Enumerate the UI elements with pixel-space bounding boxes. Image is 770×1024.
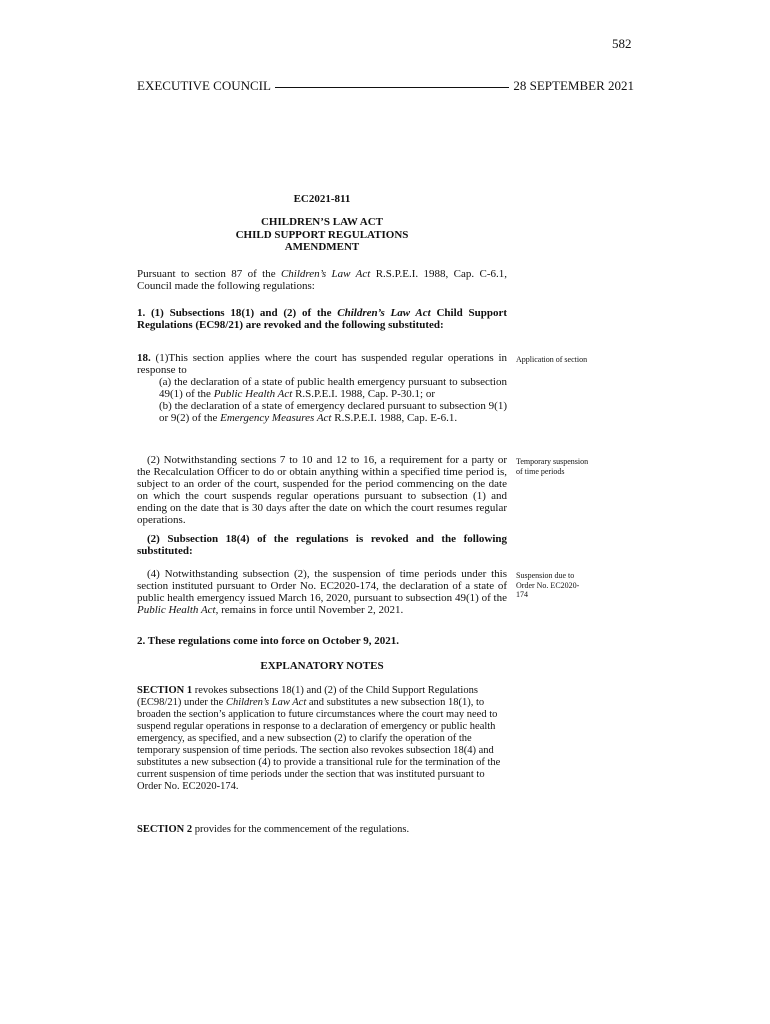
preamble-text: Pursuant to section 87 of the bbox=[137, 268, 281, 280]
clause-a bbox=[137, 376, 507, 400]
explanatory-heading: EXPLANATORY NOTES bbox=[260, 660, 384, 672]
s1-heading-text: 1. (1) Subsections 18(1) and (2) of the bbox=[137, 307, 338, 319]
clause-b-text: (b) the declaration of a state of emergency declared pursuant to subsection 9(1) or 9(2) of the bbox=[159, 400, 507, 424]
explanatory-section-1 bbox=[137, 685, 507, 793]
margin-note-application: Application of section bbox=[516, 355, 588, 364]
explanatory-section-2-label: SECTION 2 bbox=[137, 824, 193, 835]
explanatory-section-1-label: SECTION 1 bbox=[137, 685, 193, 696]
title-line-3: AMENDMENT bbox=[284, 241, 360, 253]
document-title bbox=[137, 216, 507, 254]
section-18-4-act: Public Health Act bbox=[137, 604, 216, 616]
page-header bbox=[137, 78, 634, 94]
explanatory-section-1-act: Children’s Law Act bbox=[225, 697, 307, 708]
clause-a-text: (a) the declaration of a state of public health emergency pursuant to subsection 49(1) of the bbox=[159, 376, 507, 400]
explanatory-section-2 bbox=[137, 824, 507, 836]
section-18-4-text: (4) Notwithstanding subsection (2), the suspension of time periods under this section instituted pursuant to Order No. EC2020-174, the declaration of a state of public health emergency issued March 16, 2020, pursuant to subsection 49(1) of the bbox=[137, 568, 507, 604]
section-18-4-text-end: , remains in force until November 2, 2021. bbox=[215, 604, 404, 616]
section-18-4 bbox=[137, 568, 507, 616]
section-18-number: 18. bbox=[137, 352, 151, 364]
margin-note-temporary: Temporary suspension of time periods bbox=[516, 457, 589, 476]
preamble-act: Children’s Law Act bbox=[280, 268, 371, 280]
clause-b bbox=[137, 400, 507, 424]
section-1-2-heading: (2) Subsection 18(4) of the regulations is revoked and the following substituted: bbox=[137, 533, 507, 557]
page-number: 582 bbox=[612, 36, 632, 51]
explanatory-section-2-text: provides for the commencement of the regulations. bbox=[192, 824, 410, 835]
title-line-2: CHILD SUPPORT REGULATIONS bbox=[235, 228, 409, 241]
s1-heading-text-end: Child Support Regulations (EC98/21) are revoked and the following substituted: bbox=[137, 307, 508, 331]
section-18-1 bbox=[137, 352, 507, 424]
explanatory-section-1-text: revokes subsections 18(1) and (2) of the Child Support Regulations (EC98/21) under the bbox=[137, 685, 478, 708]
section-18-intro: (1)This section applies where the court has suspended regular operations in response to bbox=[137, 352, 507, 376]
section-18-2: (2) Notwithstanding sections 7 to 10 and 12 to 16, a requirement for a party or the Recalculation Officer to do or obtain anything within a specified time period is, subject to an order of the court, suspended for the period commencing on the date on which the court suspends regular operations pursuant to subsection (1) and ending on the date that is 30 days after the date on which the court resumes regular operations. bbox=[137, 454, 507, 526]
title-line-1: CHILDREN’S LAW ACT bbox=[260, 216, 384, 228]
clause-b-act: Emergency Measures Act bbox=[220, 412, 332, 424]
section-1-heading bbox=[137, 307, 507, 331]
margin-note-suspension: Suspension due to Order No. EC2020-174 bbox=[516, 571, 580, 599]
order-number: EC2021-811 bbox=[293, 193, 351, 205]
section-2: 2. These regulations come into force on October 9, 2021. bbox=[137, 635, 399, 647]
header-right: 28 SEPTEMBER 2021 bbox=[513, 78, 634, 93]
clause-a-act: Public Health Act bbox=[213, 388, 293, 400]
preamble bbox=[137, 268, 507, 292]
preamble-text-end: R.S.P.E.I. 1988, Cap. C-6.1, Council made the following regulations: bbox=[137, 268, 507, 292]
clause-b-text-end: R.S.P.E.I. 1988, Cap. E-6.1. bbox=[331, 412, 458, 424]
header-rule bbox=[275, 87, 509, 88]
s1-heading-act: Children’s Law Act bbox=[337, 307, 431, 319]
clause-a-text-end: R.S.P.E.I. 1988, Cap. P-30.1; or bbox=[292, 388, 436, 400]
header-left: EXECUTIVE COUNCIL bbox=[137, 78, 271, 93]
explanatory-section-1-text-end: and substitutes a new subsection 18(1), to broaden the section’s application to future circumstances where the court may need to suspend regular operations in response to a declaration of emergency or public health emergency, as specified, and a new subsection (2) to clarify the operation of the temporary suspension of time periods. The section also revokes subsection 18(4) and substitutes a new subsection (4) to provide a transitional rule for the termination of the current suspension of time periods under the section that was instituted pursuant to Order No. EC2020-174. bbox=[137, 697, 501, 792]
